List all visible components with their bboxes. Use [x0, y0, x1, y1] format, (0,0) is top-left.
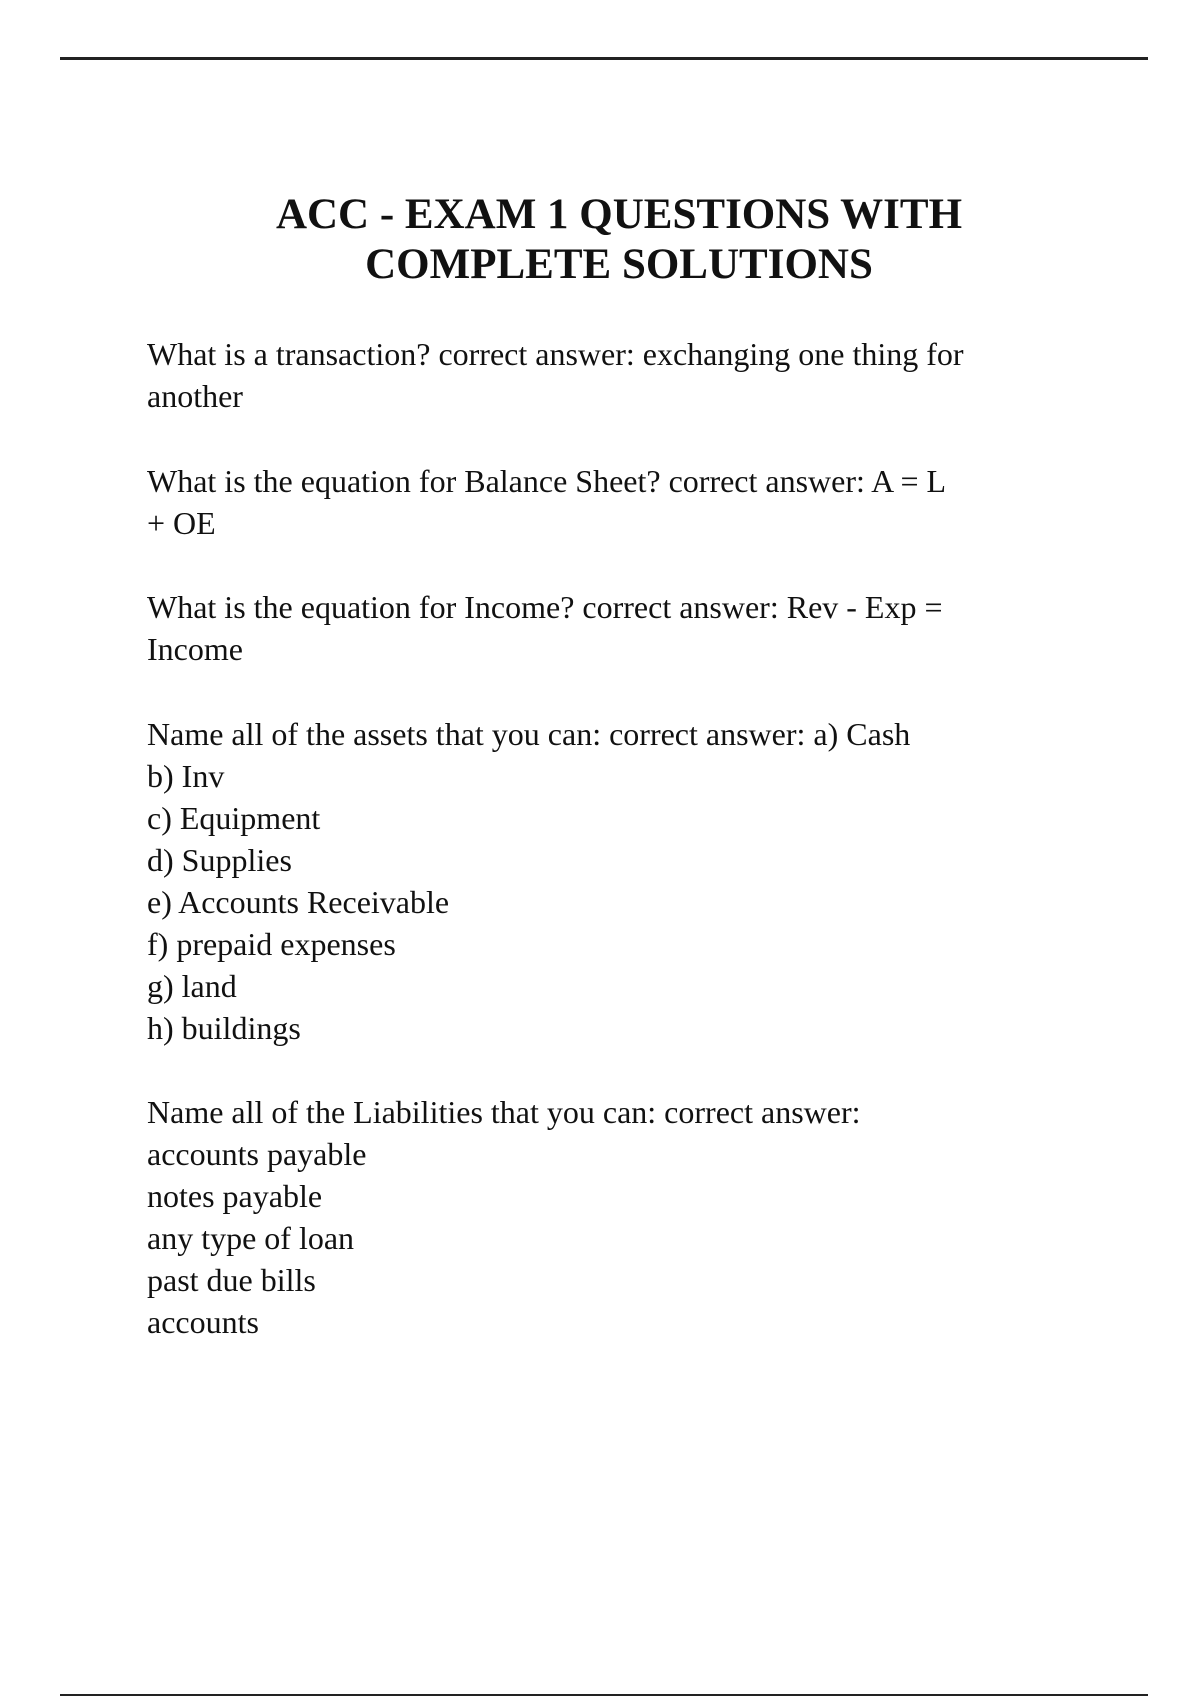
list-item: f) prepaid expenses [147, 926, 396, 962]
qa-item-income [147, 586, 1107, 670]
qa-item-liabilities [147, 1091, 1107, 1343]
qa-item-balance-sheet [147, 460, 1107, 544]
list-item: d) Supplies [147, 842, 292, 878]
list-item: accounts payable [147, 1136, 367, 1172]
title-line: COMPLETE SOLUTIONS [365, 241, 873, 288]
list-item: b) Inv [147, 758, 225, 794]
list-item: notes payable [147, 1178, 323, 1214]
list-item: h) buildings [147, 1010, 301, 1046]
text-line: + OE [147, 505, 216, 541]
text-line: What is the equation for Income? correct answer: Rev - Exp = [147, 589, 943, 625]
page-title [0, 190, 1200, 290]
list-item: g) land [147, 968, 237, 1004]
title-line: ACC - EXAM 1 QUESTIONS WITH [275, 191, 963, 238]
qa-item-assets [147, 713, 1107, 1049]
list-item: any type of loan [147, 1220, 355, 1256]
list-item: past due bills [147, 1262, 316, 1298]
text-line: Name all of the assets that you can: correct answer: a) Cash [147, 716, 911, 752]
list-item: accounts [147, 1304, 259, 1340]
qa-item-transaction [147, 333, 1107, 417]
text-line: Name all of the Liabilities that you can: correct answer: [147, 1094, 861, 1130]
text-line: What is a transaction? correct answer: exchanging one thing for [147, 336, 964, 372]
bottom-divider [60, 1694, 1148, 1696]
text-line: What is the equation for Balance Sheet? correct answer: A = L [147, 463, 947, 499]
list-item: c) Equipment [147, 800, 321, 836]
text-line: Income [147, 631, 243, 667]
text-line: another [147, 378, 243, 414]
top-divider [60, 57, 1148, 60]
list-item: e) Accounts Receivable [147, 884, 450, 920]
